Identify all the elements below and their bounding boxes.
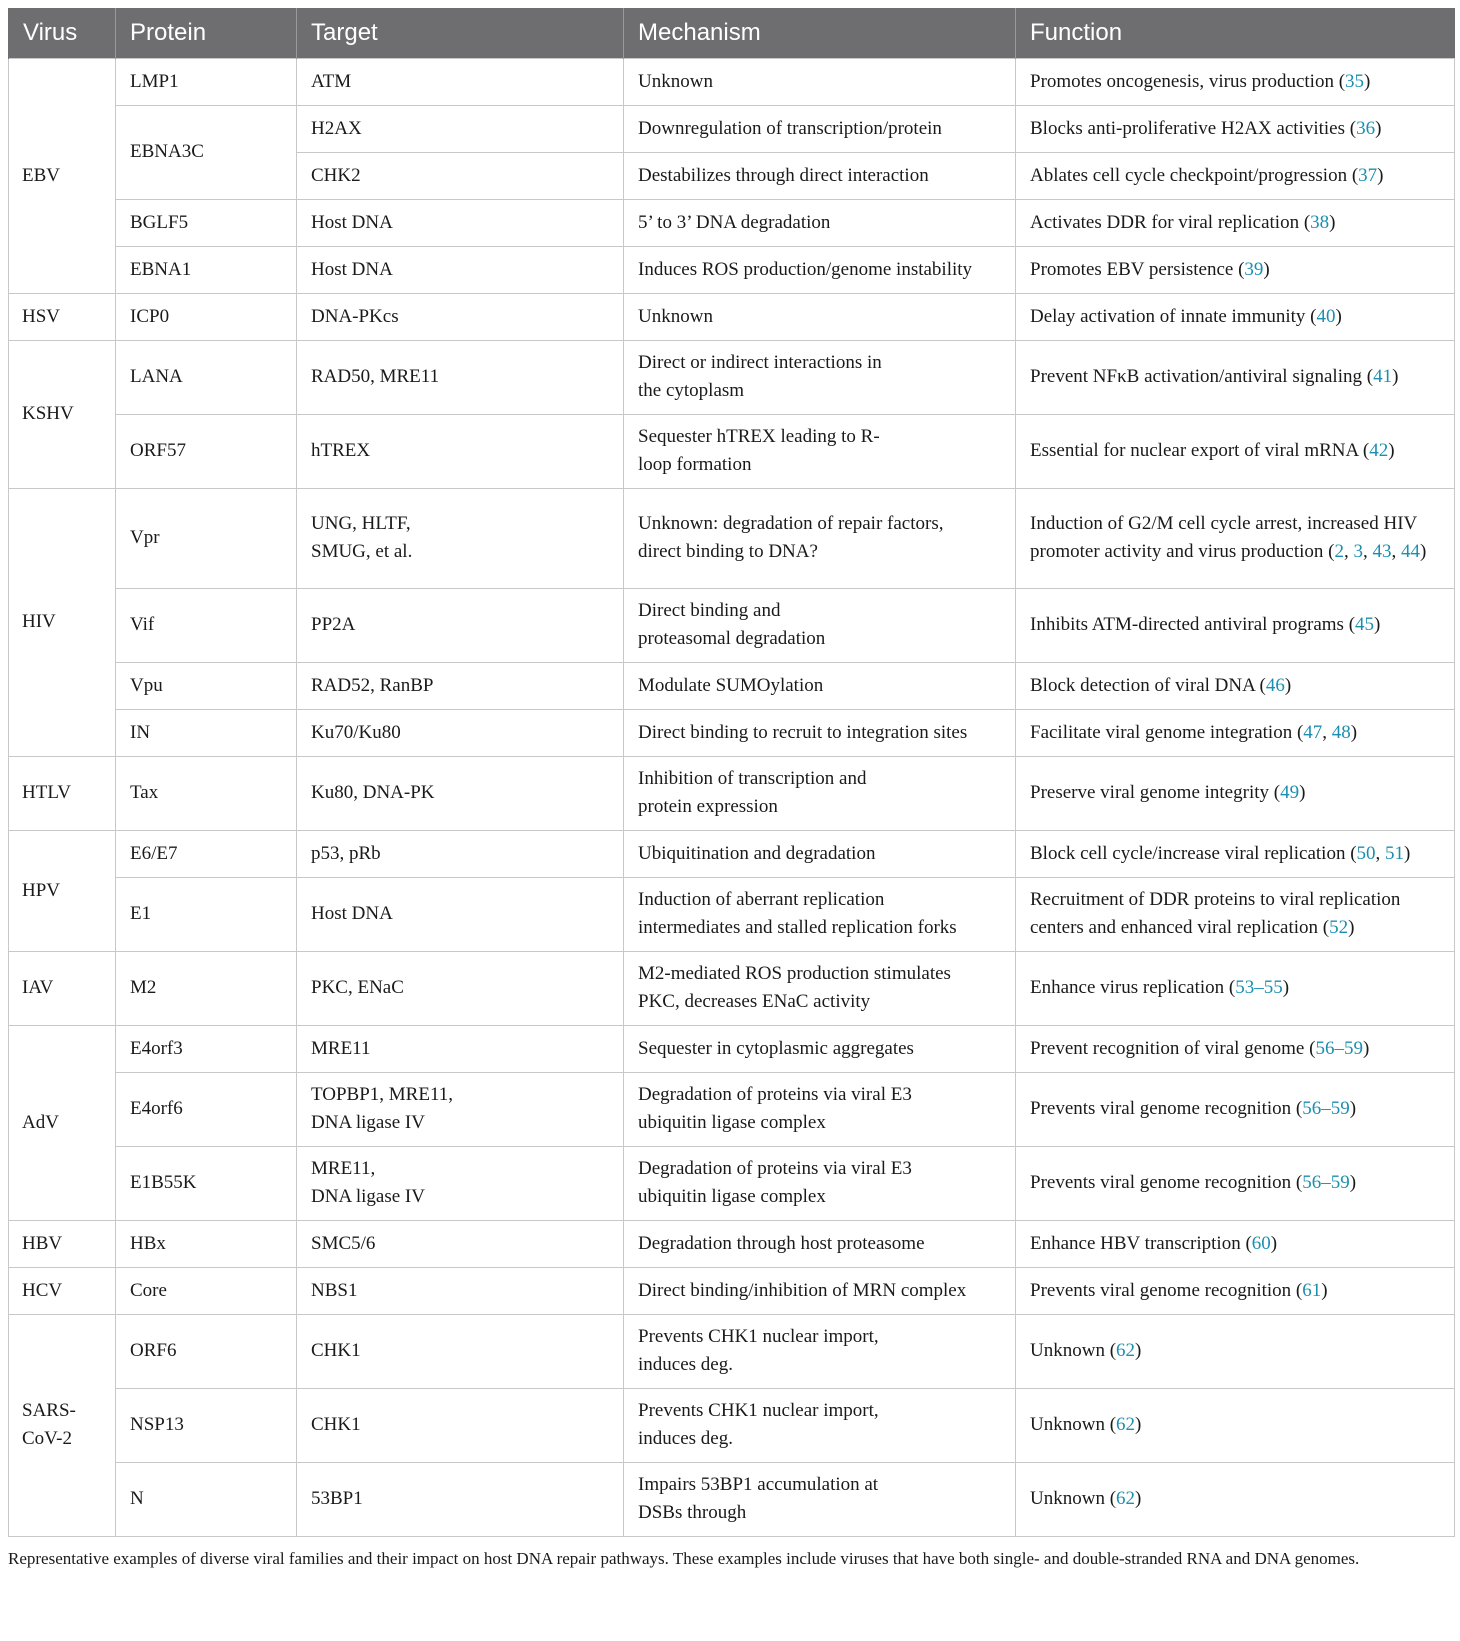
cell-protein: N <box>116 1462 297 1536</box>
cell-target: SMC5/6 <box>297 1220 624 1267</box>
cell-protein: ICP0 <box>116 293 297 340</box>
cell-virus: HSV <box>9 293 116 340</box>
reference-link[interactable]: 2 <box>1334 541 1344 562</box>
table-row <box>9 246 1455 293</box>
table-row <box>9 709 1455 756</box>
reference-link[interactable]: 62 <box>1116 1488 1136 1509</box>
cell-protein: LANA <box>116 340 297 414</box>
cell-target: TOPBP1, MRE11, DNA ligase IV <box>297 1072 624 1146</box>
reference-link[interactable]: 62 <box>1116 1340 1136 1361</box>
function-text: ) <box>1375 117 1382 139</box>
cell-mechanism: Impairs 53BP1 accumulation at DSBs through <box>624 1462 1016 1536</box>
header-target: Target <box>297 8 624 58</box>
header-function: Function <box>1016 8 1455 58</box>
table-row <box>9 951 1455 1025</box>
function-text: ) <box>1349 1098 1357 1119</box>
reference-link[interactable]: 3 <box>1353 541 1363 562</box>
table-figure <box>8 8 1454 1571</box>
function-text: Unknown ( <box>1030 1340 1117 1361</box>
cell-function <box>1016 662 1455 709</box>
table-row <box>9 1146 1455 1220</box>
cell-function <box>1016 1388 1455 1462</box>
cell-mechanism: Sequester hTREX leading to R- loop formation <box>624 414 1016 488</box>
table-body <box>9 58 1455 1536</box>
cell-mechanism: Downregulation of transcription/protein <box>624 105 1016 152</box>
cell-virus: EBV <box>9 58 116 293</box>
reference-link[interactable]: 48 <box>1331 721 1351 743</box>
function-text: ) <box>1135 1340 1142 1361</box>
cell-function <box>1016 340 1455 414</box>
cell-protein: BGLF5 <box>116 199 297 246</box>
cell-target: RAD50, MRE11 <box>297 340 624 414</box>
table-row <box>9 58 1455 105</box>
cell-virus: HCV <box>9 1267 116 1314</box>
function-text: Prevents viral genome recognition ( <box>1030 1279 1303 1301</box>
cell-function <box>1016 709 1455 756</box>
cell-protein: Tax <box>116 756 297 830</box>
cell-mechanism: Sequester in cytoplasmic aggregates <box>624 1025 1016 1072</box>
cell-target: 53BP1 <box>297 1462 624 1536</box>
table-row <box>9 1072 1455 1146</box>
function-text: Block detection of viral DNA ( <box>1030 674 1266 696</box>
cell-target: MRE11, DNA ligase IV <box>297 1146 624 1220</box>
function-text: Enhance virus replication ( <box>1030 977 1236 998</box>
cell-mechanism: Direct binding/inhibition of MRN complex <box>624 1267 1016 1314</box>
cell-protein: HBx <box>116 1220 297 1267</box>
reference-link[interactable]: 42 <box>1369 440 1389 461</box>
cell-mechanism: Direct binding and proteasomal degradation <box>624 588 1016 662</box>
table-row <box>9 756 1455 830</box>
table-row <box>9 199 1455 246</box>
header-virus: Virus <box>9 8 116 58</box>
function-text: ) <box>1348 917 1355 938</box>
cell-target: CHK1 <box>297 1314 624 1388</box>
reference-link[interactable]: 46 <box>1265 674 1285 696</box>
table-row <box>9 414 1455 488</box>
cell-mechanism: Degradation through host proteasome <box>624 1220 1016 1267</box>
cell-function <box>1016 1072 1455 1146</box>
cell-target: Host DNA <box>297 246 624 293</box>
function-text: ) <box>1135 1414 1142 1435</box>
function-text: ) <box>1321 1279 1328 1301</box>
cell-mechanism: Unknown: degradation of repair factors, direct binding to DNA? <box>624 488 1016 588</box>
function-text: , <box>1362 541 1373 562</box>
cell-function <box>1016 877 1455 951</box>
function-text: Induction of G2/M cell cycle arrest, increased HIV promoter activity and virus production ( <box>1030 513 1417 562</box>
cell-mechanism: Ubiquitination and degradation <box>624 830 1016 877</box>
cell-function <box>1016 588 1455 662</box>
function-text: ) <box>1329 211 1336 233</box>
table-row <box>9 1462 1455 1536</box>
cell-target: DNA-PKcs <box>297 293 624 340</box>
cell-function <box>1016 58 1455 105</box>
reference-link[interactable]: 40 <box>1316 305 1336 327</box>
cell-mechanism: Induction of aberrant replication intermediates and stalled replication forks <box>624 877 1016 951</box>
function-text: Activates DDR for viral replication ( <box>1030 211 1311 233</box>
cell-mechanism: Induces ROS production/genome instability <box>624 246 1016 293</box>
cell-protein: Core <box>116 1267 297 1314</box>
reference-link[interactable]: 60 <box>1251 1232 1271 1254</box>
function-text: Essential for nuclear export of viral mRNA ( <box>1030 440 1370 461</box>
function-text: ) <box>1349 1172 1357 1193</box>
function-text: ) <box>1392 366 1399 387</box>
cell-protein: Vpr <box>116 488 297 588</box>
function-text: ) <box>1335 305 1342 327</box>
reference-link[interactable]: 45 <box>1355 614 1375 635</box>
cell-mechanism: Direct or indirect interactions in the cytoplasm <box>624 340 1016 414</box>
cell-function <box>1016 105 1455 152</box>
reference-link[interactable]: 37 <box>1358 164 1378 186</box>
function-text: ) <box>1388 440 1395 461</box>
cell-target: Host DNA <box>297 199 624 246</box>
function-text: ) <box>1419 541 1427 562</box>
reference-link[interactable]: 41 <box>1373 366 1393 387</box>
table-row <box>9 1220 1455 1267</box>
cell-target: ATM <box>297 58 624 105</box>
cell-target: hTREX <box>297 414 624 488</box>
cell-function <box>1016 951 1455 1025</box>
cell-protein: Vif <box>116 588 297 662</box>
reference-link[interactable]: 56–59 <box>1302 1098 1350 1119</box>
cell-function <box>1016 1025 1455 1072</box>
cell-target: CHK2 <box>297 152 624 199</box>
cell-target: NBS1 <box>297 1267 624 1314</box>
reference-link[interactable]: 47 <box>1303 721 1323 743</box>
function-text: ) <box>1377 164 1384 186</box>
table-row <box>9 293 1455 340</box>
reference-link[interactable]: 43 <box>1372 541 1392 562</box>
cell-function <box>1016 1314 1455 1388</box>
reference-link[interactable]: 35 <box>1345 70 1365 92</box>
function-text: Prevent recognition of viral genome ( <box>1030 1037 1316 1059</box>
reference-link[interactable]: 51 <box>1385 842 1405 864</box>
cell-target: Host DNA <box>297 877 624 951</box>
cell-protein: ORF6 <box>116 1314 297 1388</box>
cell-function <box>1016 246 1455 293</box>
cell-target: p53, pRb <box>297 830 624 877</box>
table-row <box>9 830 1455 877</box>
function-text: Inhibits ATM-directed antiviral programs ( <box>1030 614 1356 635</box>
cell-mechanism: Modulate SUMOylation <box>624 662 1016 709</box>
cell-protein: E1 <box>116 877 297 951</box>
cell-virus: HPV <box>9 830 116 951</box>
cell-mechanism: Degradation of proteins via viral E3 ubiquitin ligase complex <box>624 1146 1016 1220</box>
reference-link[interactable]: 49 <box>1280 782 1300 803</box>
cell-protein: IN <box>116 709 297 756</box>
cell-function <box>1016 152 1455 199</box>
cell-virus: SARS- CoV-2 <box>9 1314 116 1536</box>
reference-link[interactable]: 36 <box>1356 117 1376 139</box>
function-text: Prevents viral genome recognition ( <box>1030 1172 1303 1193</box>
function-text: ) <box>1362 1037 1370 1059</box>
reference-link[interactable]: 62 <box>1116 1414 1136 1435</box>
cell-function <box>1016 1146 1455 1220</box>
cell-virus: HTLV <box>9 756 116 830</box>
cell-target: PKC, ENaC <box>297 951 624 1025</box>
function-text: , <box>1375 842 1386 864</box>
cell-protein: NSP13 <box>116 1388 297 1462</box>
function-text: , <box>1343 541 1354 562</box>
function-text: ) <box>1374 614 1381 635</box>
header-row <box>9 8 1455 58</box>
cell-protein: M2 <box>116 951 297 1025</box>
function-text: Preserve viral genome integrity ( <box>1030 782 1281 803</box>
function-text: Delay activation of innate immunity ( <box>1030 305 1317 327</box>
cell-virus: IAV <box>9 951 116 1025</box>
cell-function <box>1016 1220 1455 1267</box>
cell-virus: KSHV <box>9 340 116 488</box>
reference-link[interactable]: 56–59 <box>1315 1037 1363 1059</box>
table-header <box>9 8 1455 58</box>
table-row <box>9 340 1455 414</box>
virus-dna-repair-table <box>8 8 1455 1537</box>
reference-link[interactable]: 52 <box>1329 917 1349 938</box>
function-text: Promotes EBV persistence ( <box>1030 258 1245 280</box>
reference-link[interactable]: 53–55 <box>1235 977 1283 998</box>
function-text: Promotes oncogenesis, virus production ( <box>1030 70 1346 92</box>
cell-virus: AdV <box>9 1025 116 1220</box>
function-text: Ablates cell cycle checkpoint/progression ( <box>1030 164 1359 186</box>
cell-mechanism: Prevents CHK1 nuclear import, induces deg. <box>624 1388 1016 1462</box>
header-mechanism: Mechanism <box>624 8 1016 58</box>
cell-function <box>1016 1462 1455 1536</box>
function-text: Recruitment of DDR proteins to viral replication centers and enhanced viral replication ( <box>1030 889 1401 938</box>
table-row <box>9 1267 1455 1314</box>
table-row <box>9 105 1455 152</box>
cell-target: PP2A <box>297 588 624 662</box>
cell-virus: HIV <box>9 488 116 756</box>
cell-mechanism: Inhibition of transcription and protein expression <box>624 756 1016 830</box>
reference-link[interactable]: 44 <box>1400 541 1420 562</box>
table-row <box>9 1314 1455 1388</box>
function-text: Prevent NFκB activation/antiviral signaling ( <box>1030 366 1374 387</box>
table-row <box>9 488 1455 588</box>
function-text: ) <box>1404 842 1411 864</box>
header-protein: Protein <box>116 8 297 58</box>
cell-function <box>1016 756 1455 830</box>
reference-link[interactable]: 56–59 <box>1302 1172 1350 1193</box>
function-text: Blocks anti-proliferative H2AX activities ( <box>1030 117 1357 139</box>
cell-virus: HBV <box>9 1220 116 1267</box>
cell-mechanism: M2-mediated ROS production stimulates PKC, decreases ENaC activity <box>624 951 1016 1025</box>
function-text: Unknown ( <box>1030 1414 1117 1435</box>
cell-function <box>1016 199 1455 246</box>
function-text: ) <box>1350 721 1358 743</box>
cell-target: Ku70/Ku80 <box>297 709 624 756</box>
cell-protein: E4orf3 <box>116 1025 297 1072</box>
reference-link[interactable]: 38 <box>1310 211 1330 233</box>
function-text: ) <box>1263 258 1270 280</box>
cell-mechanism: 5’ to 3’ DNA degradation <box>624 199 1016 246</box>
cell-protein: E6/E7 <box>116 830 297 877</box>
cell-target: MRE11 <box>297 1025 624 1072</box>
function-text: ) <box>1284 674 1292 696</box>
function-text: ) <box>1282 977 1290 998</box>
cell-protein: LMP1 <box>116 58 297 105</box>
reference-link[interactable]: 50 <box>1356 842 1376 864</box>
table-row <box>9 1025 1455 1072</box>
cell-protein: E4orf6 <box>116 1072 297 1146</box>
cell-protein: E1B55K <box>116 1146 297 1220</box>
function-text: Facilitate viral genome integration ( <box>1030 721 1304 743</box>
cell-target: UNG, HLTF, SMUG, et al. <box>297 488 624 588</box>
reference-link[interactable]: 39 <box>1244 258 1264 280</box>
cell-mechanism: Destabilizes through direct interaction <box>624 152 1016 199</box>
cell-function <box>1016 414 1455 488</box>
function-text: ) <box>1299 782 1306 803</box>
cell-protein: Vpu <box>116 662 297 709</box>
function-text: ) <box>1364 70 1371 92</box>
function-text: ) <box>1270 1232 1278 1254</box>
cell-function <box>1016 293 1455 340</box>
function-text: Unknown ( <box>1030 1488 1117 1509</box>
cell-target: H2AX <box>297 105 624 152</box>
cell-mechanism: Unknown <box>624 58 1016 105</box>
cell-protein: EBNA1 <box>116 246 297 293</box>
cell-target: Ku80, DNA-PK <box>297 756 624 830</box>
function-text: Block cell cycle/increase viral replication ( <box>1030 842 1357 864</box>
cell-mechanism: Prevents CHK1 nuclear import, induces deg. <box>624 1314 1016 1388</box>
cell-function <box>1016 488 1455 588</box>
reference-link[interactable]: 61 <box>1302 1279 1322 1301</box>
cell-protein: EBNA3C <box>116 105 297 199</box>
table-row <box>9 1388 1455 1462</box>
cell-mechanism: Degradation of proteins via viral E3 ubiquitin ligase complex <box>624 1072 1016 1146</box>
cell-mechanism: Unknown <box>624 293 1016 340</box>
cell-function <box>1016 830 1455 877</box>
cell-function <box>1016 1267 1455 1314</box>
function-text: , <box>1391 541 1401 562</box>
function-text: , <box>1322 721 1332 743</box>
table-caption: Representative examples of diverse viral families and their impact on host DNA repair pathways. These examples include viruses that have both single- and double-stranded RNA and DNA genomes. <box>8 1548 1360 1568</box>
cell-target: RAD52, RanBP <box>297 662 624 709</box>
table-row <box>9 588 1455 662</box>
function-text: Enhance HBV transcription ( <box>1030 1232 1252 1254</box>
cell-target: CHK1 <box>297 1388 624 1462</box>
function-text: Prevents viral genome recognition ( <box>1030 1098 1303 1119</box>
cell-mechanism: Direct binding to recruit to integration sites <box>624 709 1016 756</box>
table-row <box>9 662 1455 709</box>
function-text: ) <box>1135 1488 1142 1509</box>
cell-protein: ORF57 <box>116 414 297 488</box>
table-row <box>9 877 1455 951</box>
